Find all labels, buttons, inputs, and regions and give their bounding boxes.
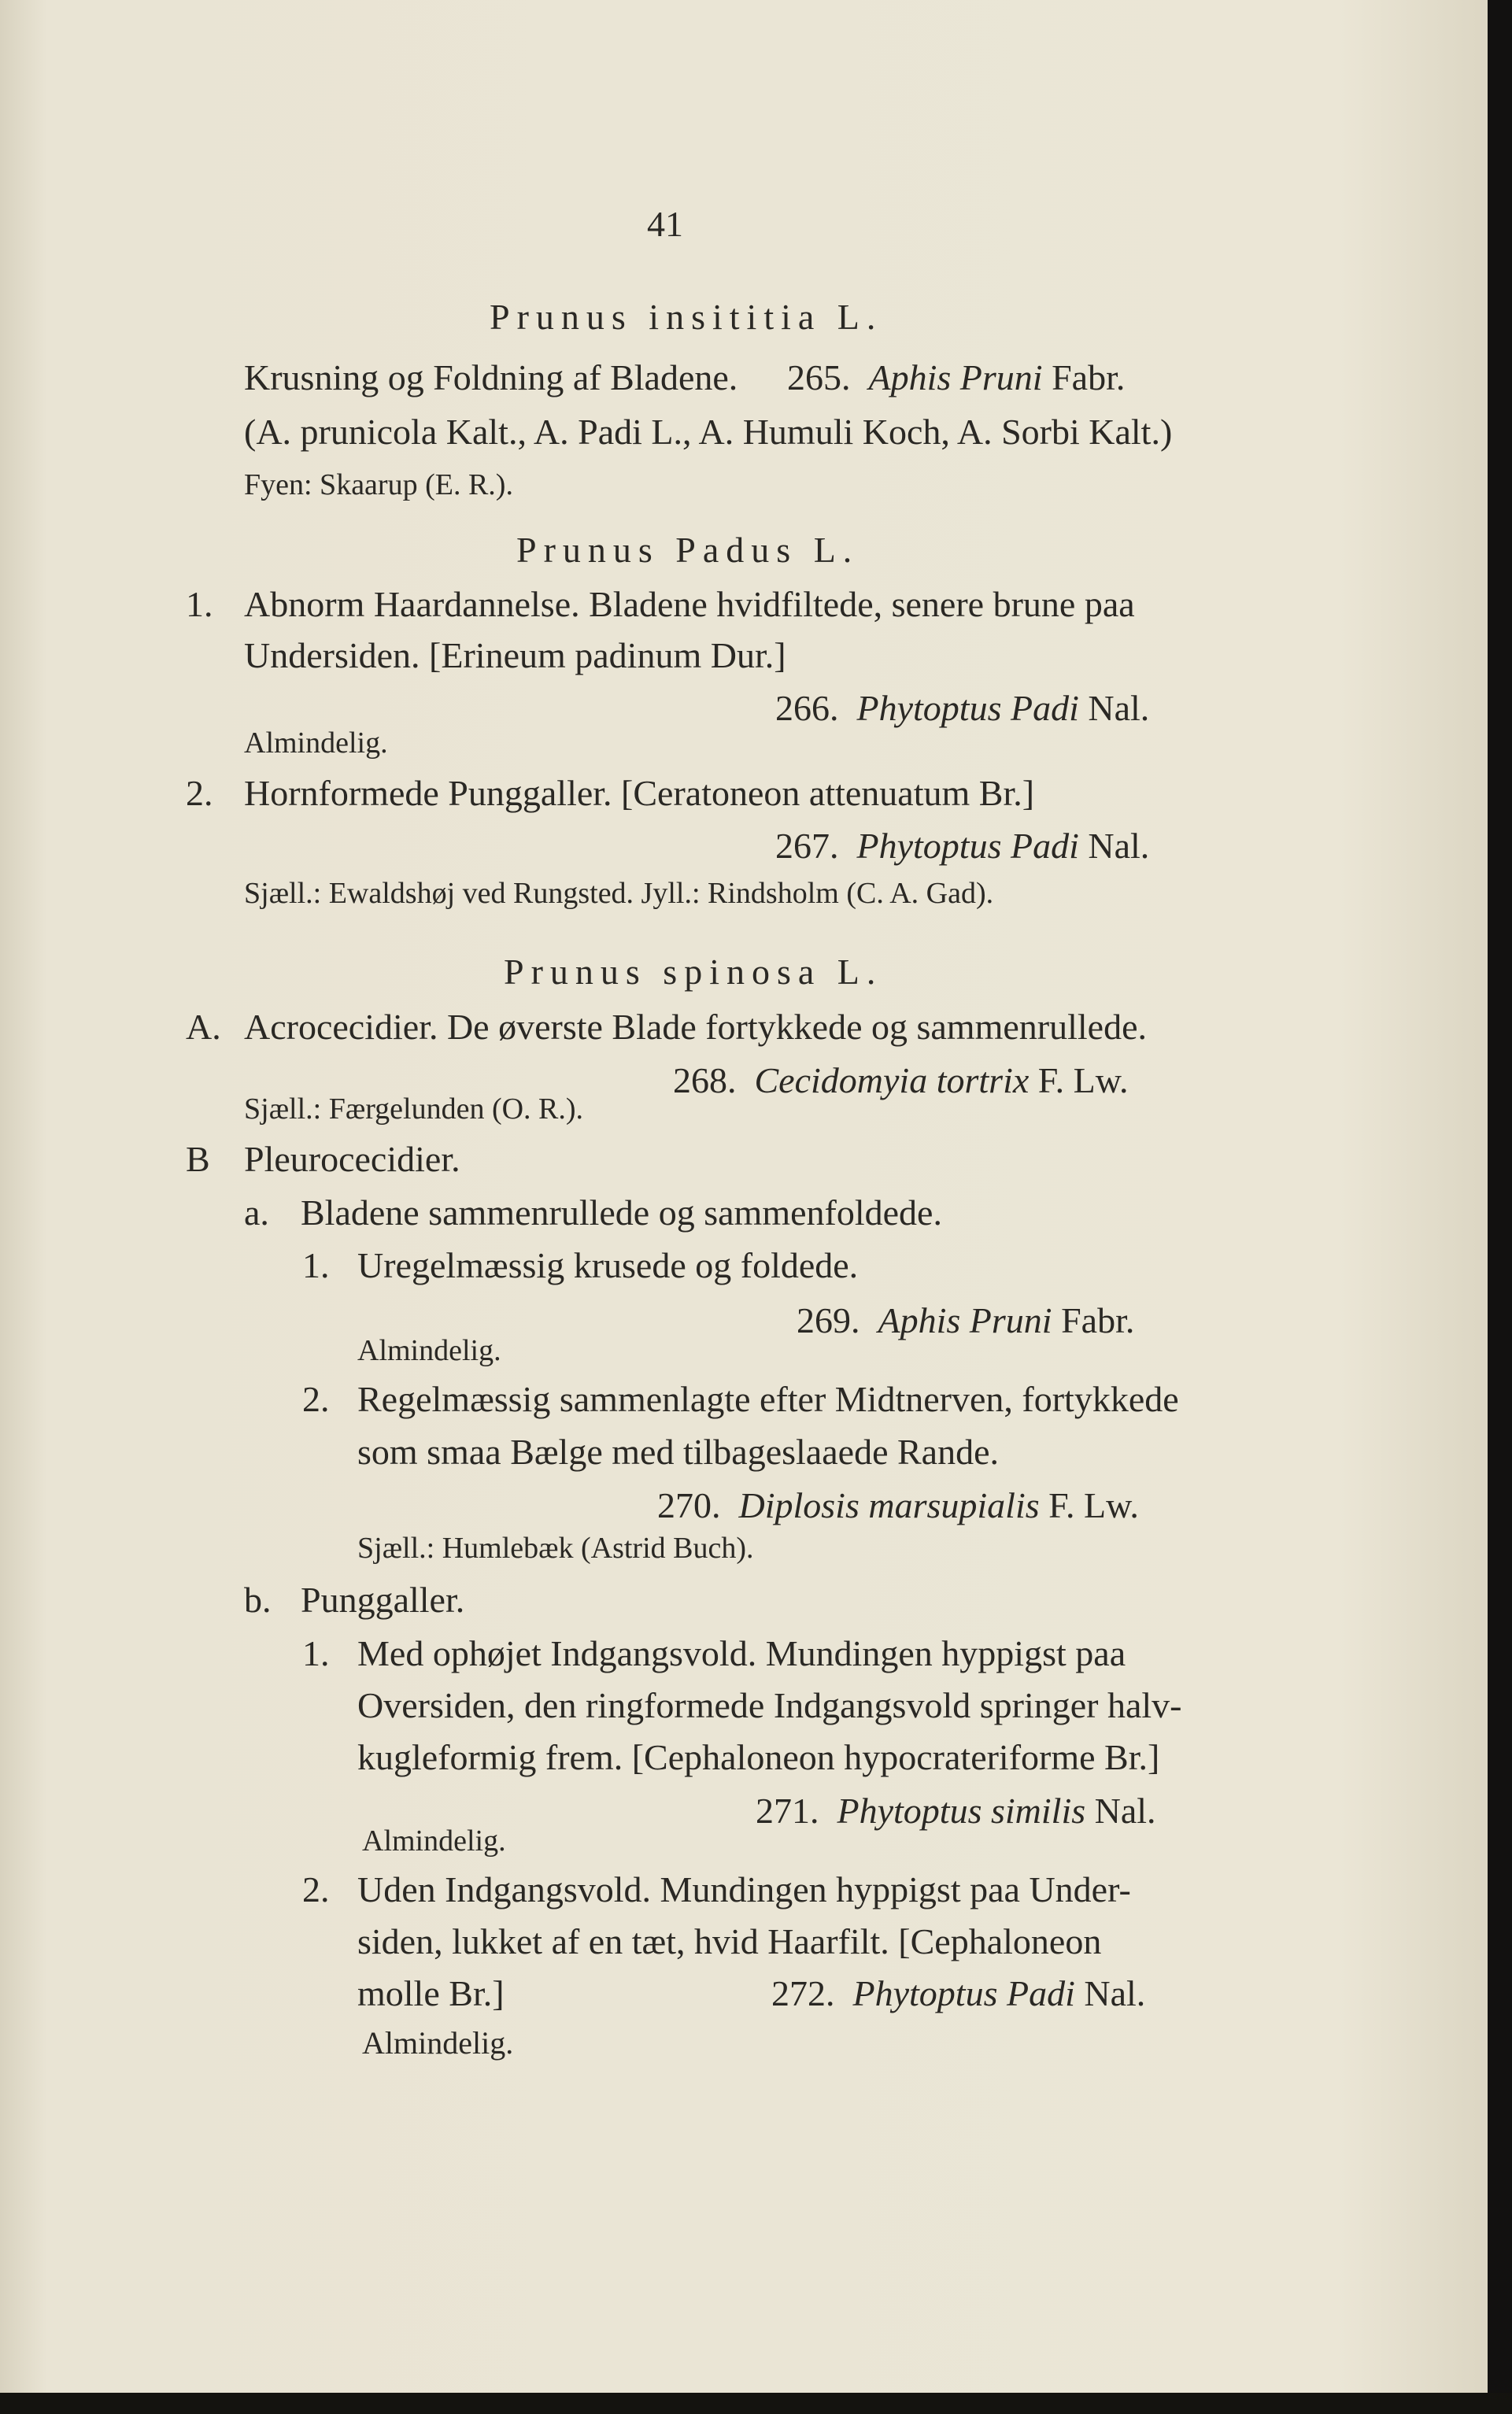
text-line: Regelmæssig sammenlagte efter Midtnerven, fortykkede bbox=[357, 1379, 1179, 1419]
page-bottom-edge bbox=[0, 2393, 1512, 2414]
text-line: Krusning og Foldning af Bladene. bbox=[244, 357, 738, 397]
item-label: 1. bbox=[302, 1245, 330, 1285]
text-line: (A. prunicola Kalt., A. Padi L., A. Humuli Koch, A. Sorbi Kalt.) bbox=[244, 412, 1173, 452]
item-label: b. bbox=[244, 1580, 272, 1620]
locality-line: Almindelig. bbox=[357, 1334, 501, 1367]
text-line: Acrocecidier. De øverste Blade fortykkede og sammenrullede. bbox=[244, 1007, 1147, 1047]
species-reference: 267. Phytoptus Padi Nal. bbox=[775, 826, 1150, 866]
text-line: Bladene sammenrullede og sammenfoldede. bbox=[301, 1192, 942, 1233]
item-label: 2. bbox=[302, 1379, 330, 1419]
text-line: Med ophøjet Indgangsvold. Mundingen hyppigst paa bbox=[357, 1633, 1126, 1673]
locality-line: Sjæll.: Humlebæk (Astrid Buch). bbox=[357, 1532, 754, 1565]
species-reference: 266. Phytoptus Padi Nal. bbox=[775, 688, 1150, 728]
species-reference: 272. Phytoptus Padi Nal. bbox=[771, 1973, 1146, 2013]
book-spine bbox=[1488, 0, 1512, 2414]
locality-line: Almindelig. bbox=[362, 1824, 506, 1858]
text-line: kugleformig frem. [Cephaloneon hypocrateriforme Br.] bbox=[357, 1737, 1160, 1777]
text-line: Pleurocecidier. bbox=[244, 1139, 460, 1179]
section-heading-padus: Prunus Padus L. bbox=[516, 530, 860, 570]
item-label: 2. bbox=[186, 773, 213, 813]
item-label: 1. bbox=[186, 584, 213, 624]
item-label: 1. bbox=[302, 1633, 330, 1673]
locality-line: Fyen: Skaarup (E. R.). bbox=[244, 468, 513, 501]
section-heading-insititia: Prunus insititia L. bbox=[490, 297, 883, 337]
locality-line: Almindelig. bbox=[362, 2025, 514, 2061]
page-number: 41 bbox=[647, 204, 683, 244]
section-heading-spinosa: Prunus spinosa L. bbox=[504, 952, 883, 992]
species-reference: 269. Aphis Pruni Fabr. bbox=[797, 1300, 1135, 1340]
text-line: Punggaller. bbox=[301, 1580, 465, 1620]
species-reference: 271. Phytoptus similis Nal. bbox=[756, 1791, 1156, 1831]
text-line: Abnorm Haardannelse. Bladene hvidfiltede, senere brune paa bbox=[244, 584, 1135, 624]
text-line: Uregelmæssig krusede og foldede. bbox=[357, 1245, 859, 1285]
text-line: Oversiden, den ringformede Indgangsvold springer halv- bbox=[357, 1685, 1182, 1725]
locality-line: Sjæll.: Færgelunden (O. R.). bbox=[244, 1092, 584, 1126]
text-line: som smaa Bælge med tilbageslaaede Rande. bbox=[357, 1432, 999, 1472]
text-line: Uden Indgangsvold. Mundingen hyppigst paa Under- bbox=[357, 1869, 1131, 1909]
text-line: Hornformede Punggaller. [Ceratoneon attenuatum Br.] bbox=[244, 773, 1035, 813]
species-reference: 270. Diplosis marsupialis F. Lw. bbox=[657, 1485, 1139, 1525]
item-label: A. bbox=[186, 1007, 221, 1047]
item-label: 2. bbox=[302, 1869, 330, 1909]
item-label: B bbox=[186, 1139, 210, 1179]
text-line: molle Br.] bbox=[357, 1973, 505, 2013]
locality-line: Sjæll.: Ewaldshøj ved Rungsted. Jyll.: Rindsholm (C. A. Gad). bbox=[244, 877, 994, 910]
text-line: Undersiden. [Erineum padinum Dur.] bbox=[244, 635, 786, 675]
locality-line: Almindelig. bbox=[244, 726, 388, 760]
item-label: a. bbox=[244, 1192, 269, 1233]
text-line: siden, lukket af en tæt, hvid Haarfilt. [Cephaloneon bbox=[357, 1921, 1102, 1961]
species-reference: 265. Aphis Pruni Fabr. bbox=[787, 357, 1126, 397]
species-reference: 268. Cecidomyia tortrix F. Lw. bbox=[673, 1060, 1129, 1100]
